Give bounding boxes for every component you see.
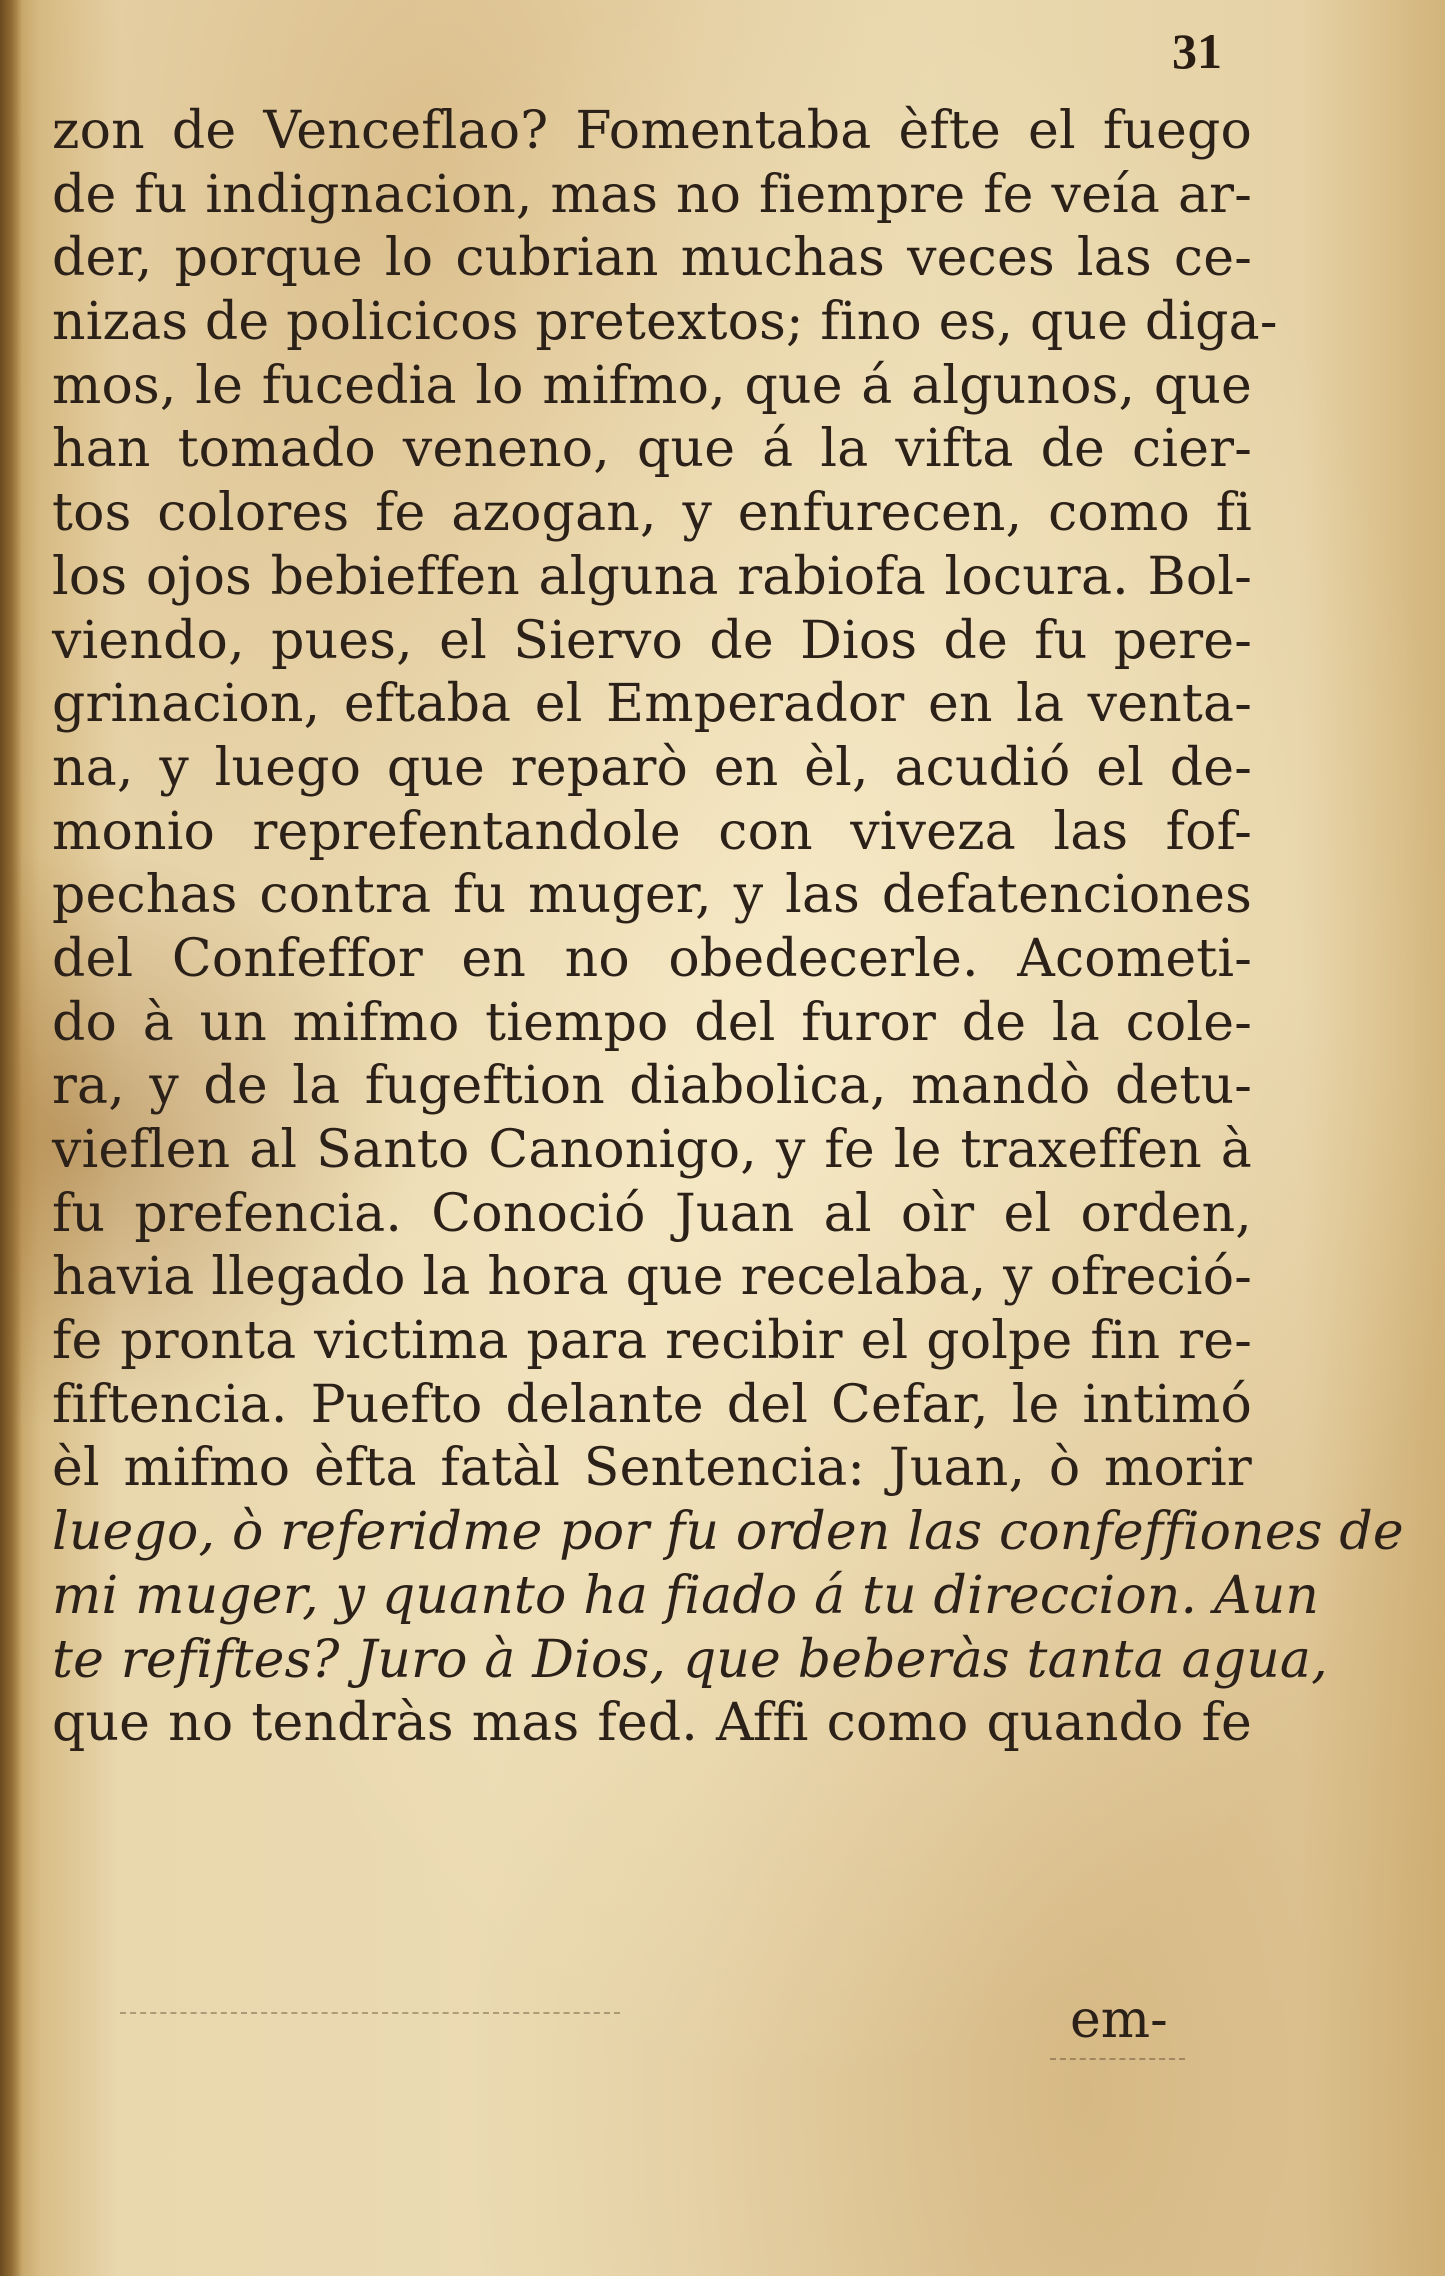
italic-text-line: te refiftes? Juro à Dios, que beberàs tanta agua, [52, 1629, 1328, 1690]
text-line: han tomado veneno, que á la vifta de cier- [52, 419, 1252, 480]
text-line: monio reprefentandole con viveza las fof- [52, 801, 1252, 862]
faint-print-rule [1050, 2058, 1185, 2060]
text-line: vieflen al Santo Canonigo, y fe le traxeffen à [52, 1120, 1252, 1180]
text-line: havia llegado la hora que recelaba, y ofreció- [52, 1247, 1252, 1308]
text-line: nizas de policicos pretextos; fino es, que diga- [52, 292, 1278, 353]
text-line: viendo, pues, el Siervo de Dios de fu pere- [52, 610, 1252, 671]
italic-text-line: mi muger, y quanto ha fiado á tu direccion. Aun [52, 1565, 1320, 1626]
italic-text-line: luego, ò referidme por fu orden las confeffiones de [52, 1502, 1404, 1563]
page-number: 31 [1172, 23, 1222, 79]
text-line: fiftencia. Puefto delante del Cefar, le intimó [52, 1374, 1252, 1435]
text-line: pechas contra fu muger, y las defatenciones [52, 865, 1252, 926]
text-line: grinacion, eftaba el Emperador en la venta- [52, 674, 1252, 735]
faint-print-rule [120, 2012, 620, 2014]
text-line: èl mifmo èfta fatàl Sentencia: Juan, ò morir [52, 1438, 1252, 1499]
text-line: zon de Venceflao? Fomentaba èfte el fuego [52, 101, 1252, 161]
text-line: del Confeffor en no obedecerle. Acometi- [52, 928, 1252, 989]
text-line: tos colores fe azogan, y enfurecen, como fi [52, 483, 1252, 544]
text-line: de fu indignacion, mas no fiempre fe veía ar- [52, 164, 1252, 225]
text-line: do à un mifmo tiempo del furor de la cole- [52, 992, 1252, 1053]
text-line: ra, y de la fugeftion diabolica, mandò detu- [52, 1056, 1252, 1117]
body-text [52, 100, 1404, 1756]
text-line: fu prefencia. Conoció Juan al oìr el orden, [52, 1183, 1252, 1244]
page-edge-shadow [0, 0, 22, 2276]
text-line: mos, le fucedia lo mifmo, que á algunos, que [52, 355, 1252, 416]
text-line: que no tendràs mas fed. Affi como quando fe [52, 1693, 1252, 1754]
catchword: em- [1070, 1990, 1168, 2050]
text-line: na, y luego que reparò en èl, acudió el de- [52, 737, 1252, 798]
text-line: fe pronta victima para recibir el golpe fin re- [52, 1311, 1252, 1372]
text-line: der, porque lo cubrian muchas veces las ce- [52, 228, 1252, 289]
text-line: los ojos bebieffen alguna rabiofa locura. Bol- [52, 546, 1252, 607]
